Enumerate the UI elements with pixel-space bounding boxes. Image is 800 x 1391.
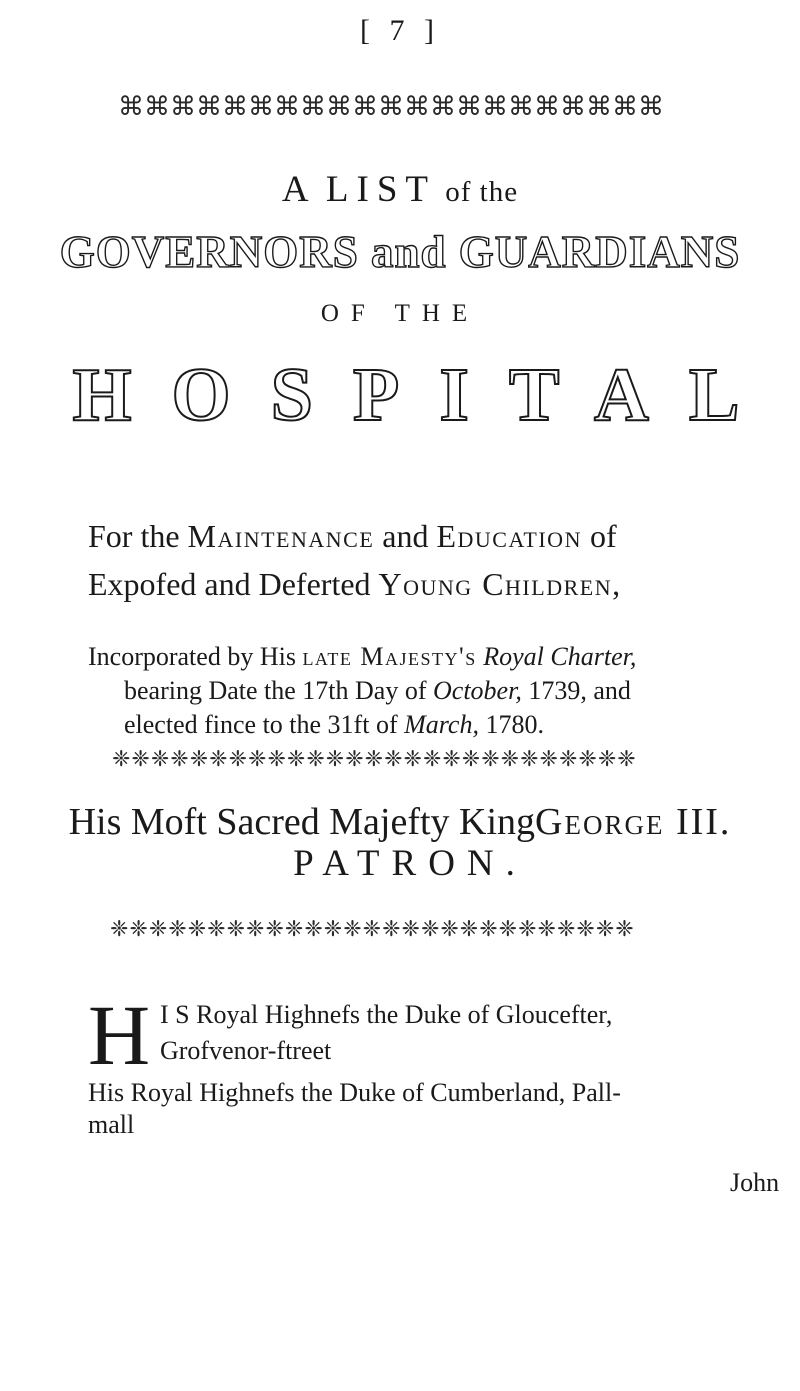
incorporation-year: 1739, and xyxy=(528,676,631,705)
incorporation-line-1 xyxy=(88,640,748,674)
title-article: A xyxy=(281,169,317,210)
ornamental-rule-lower: ❈❈❈❈❈❈❈❈❈❈❈❈❈❈❈❈❈❈❈❈❈❈❈❈❈❈❈ xyxy=(110,916,635,941)
title-governors: GOVERNORS and GUARDIANS xyxy=(59,227,741,277)
incorporation-charter: Royal Charter, xyxy=(483,642,637,671)
ornamental-rule-top: ⌘⌘⌘⌘⌘⌘⌘⌘⌘⌘⌘⌘⌘⌘⌘⌘⌘⌘⌘⌘⌘ xyxy=(118,92,664,121)
incorporation-march: March, xyxy=(404,710,479,739)
drop-cap: H xyxy=(88,987,151,1083)
purpose-maintenance: Maintenance xyxy=(187,518,375,554)
title-list-line xyxy=(0,168,800,211)
purpose-and: and xyxy=(382,518,429,554)
purpose-line-1 xyxy=(88,518,748,555)
incorporation-month: October, xyxy=(433,676,522,705)
patron-title: PATRON. xyxy=(293,843,527,884)
patron-george: George III. xyxy=(535,801,732,843)
incorporation-line-3 xyxy=(124,708,784,742)
purpose-exposed: Expofed and Deferted xyxy=(88,566,371,602)
patron-line xyxy=(0,800,800,844)
purpose-education: Education xyxy=(436,518,582,554)
title-of-the-caps: OF THE xyxy=(320,300,480,327)
incorporation-majesty: late Majesty's xyxy=(302,642,477,671)
entry-cumberland-line-1: His Royal Highnefs the Duke of Cumberland, Pall- xyxy=(88,1078,621,1107)
incorporation-text: Incorporated by His xyxy=(88,642,296,671)
incorporation-line-2 xyxy=(124,674,784,708)
page-number: [ 7 ] xyxy=(360,14,440,47)
incorporation-date-text: bearing Date the 17th Day of xyxy=(124,676,427,705)
title-of-the: of the xyxy=(445,176,519,208)
purpose-text: For the xyxy=(88,518,180,554)
entry-cumberland-line-2: mall xyxy=(88,1110,135,1139)
title-hospital: HOSPITAL xyxy=(72,353,780,437)
entry-gloucester-line-1: I S Royal Highnefs the Duke of Gloucefter, xyxy=(160,1000,613,1029)
ornamental-rule-middle: ❈❈❈❈❈❈❈❈❈❈❈❈❈❈❈❈❈❈❈❈❈❈❈❈❈❈❈ xyxy=(112,746,637,771)
incorporation-elected-text: elected fince to the 31ft of xyxy=(124,710,398,739)
purpose-line-2 xyxy=(88,566,748,603)
title-list-word: LIST xyxy=(325,169,436,210)
purpose-young-children: Young Children, xyxy=(378,566,622,602)
patron-majesty: His Moft Sacred Majefty King xyxy=(68,801,536,843)
purpose-of: of xyxy=(589,518,617,554)
catchword: John xyxy=(730,1168,780,1197)
incorporation-1780: 1780. xyxy=(485,710,544,739)
entry-gloucester-line-2: Grofvenor-ftreet xyxy=(160,1036,332,1065)
